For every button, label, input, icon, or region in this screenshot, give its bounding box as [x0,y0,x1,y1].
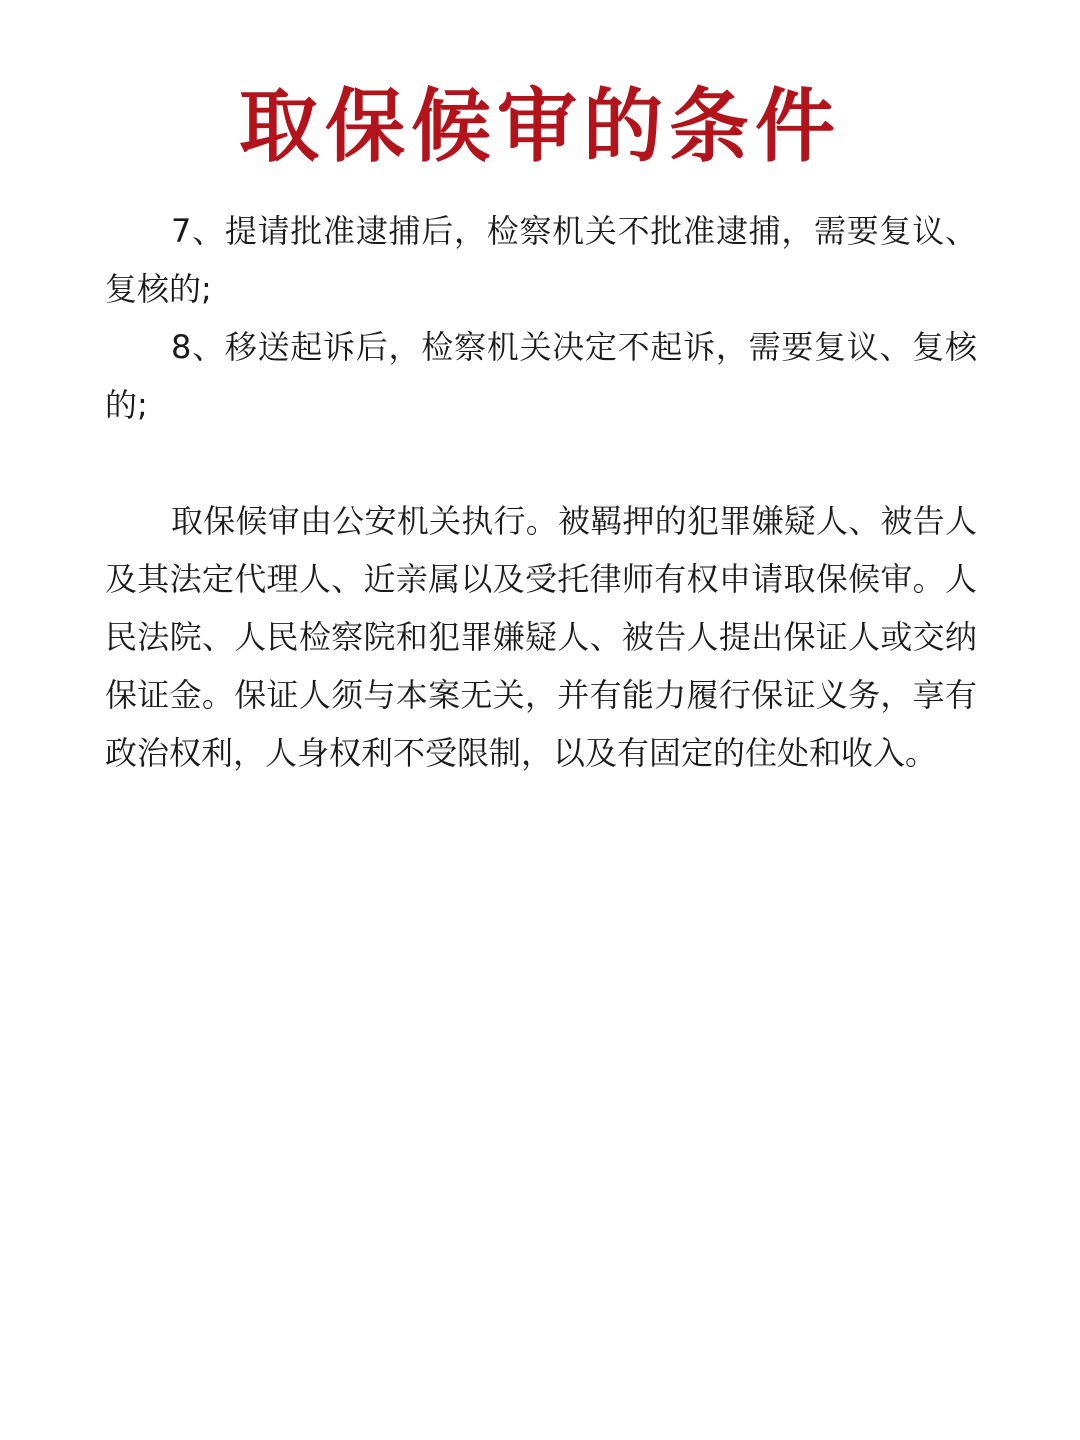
condition-item-7: 7、提请批准逮捕后，检察机关不批准逮捕，需要复议、复核的; [105,212,977,308]
paragraph-spacer [105,434,977,492]
execution-paragraph: 取保候审由公安机关执行。被羁押的犯罪嫌疑人、被告人及其法定代理人、近亲属以及受托律师有权申请取保候审。人民法院、人民检察院和犯罪嫌疑人、被告人提出保证人或交纳保证金。保证人须与本案无关，并有能力履行保证义务，享有政治权利，人身权利不受限制，以及有固定的住处和收入。 [105,502,977,772]
condition-item-8: 8、移送起诉后，检察机关决定不起诉，需要复议、复核的; [105,328,977,424]
document-body [105,202,977,782]
page-title: 取保候审的条件 [239,79,841,173]
